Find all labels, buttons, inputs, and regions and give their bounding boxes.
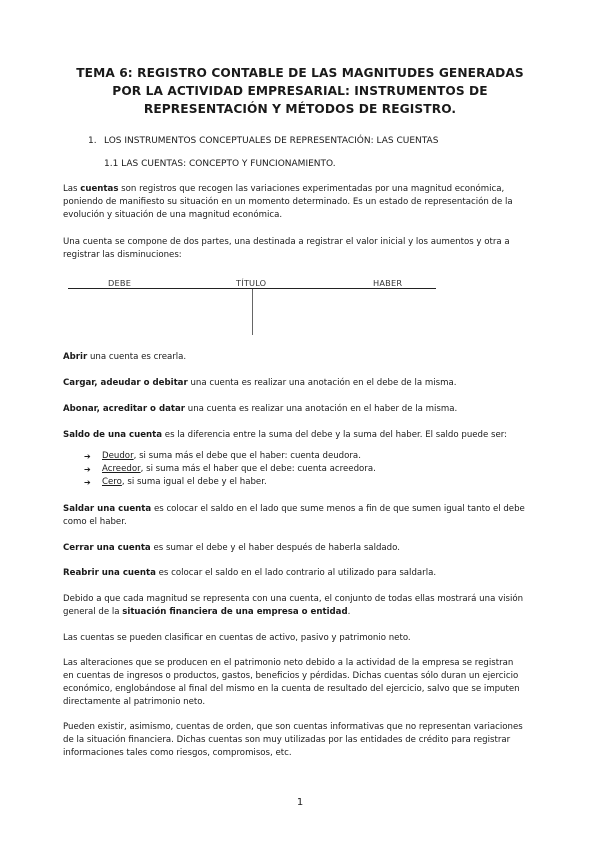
paragraph-reabrir	[63, 567, 543, 580]
text-run: , si suma más el debe que el haber: cuenta deudora.	[133, 451, 361, 461]
term-cero: Cero	[102, 477, 122, 487]
text-line: Debido a que cada magnitud se representa con una cuenta, el conjunto de todas ellas mostrará una visión	[63, 594, 524, 604]
term-saldar: Saldar una cuenta	[63, 504, 152, 514]
text-run: es colocar el saldo en el lado contrario al utilizado para saldarla.	[155, 568, 437, 578]
section-heading-1	[88, 136, 438, 146]
paragraph-alteraciones	[63, 657, 543, 709]
subsection-heading-1-1: 1.1 LAS CUENTAS: CONCEPTO Y FUNCIONAMIENTO.	[104, 159, 336, 169]
term-deudor: Deudor	[102, 451, 134, 461]
text-run: , si suma igual el debe y el haber.	[121, 477, 267, 487]
section-number: 1.	[88, 136, 97, 146]
text-line: Una cuenta se compone de dos partes, una destinada a registrar el valor inicial y los aumentos y otra a	[63, 237, 510, 247]
term-abonar: Abonar, acreditar o datar	[63, 404, 186, 414]
text-line: informaciones tales como riesgos, compromisos, etc.	[63, 748, 292, 758]
page-number: 1	[296, 797, 304, 808]
term-acreedor: Acreedor	[102, 464, 141, 474]
text-run: son registros que recogen las variaciones experimentadas por una magnitud económica,	[118, 184, 505, 194]
arrow-bullet-icon: ➔	[84, 465, 91, 474]
term-cargar: Cargar, adeudar o debitar	[63, 378, 188, 388]
t-account-haber: HABER	[373, 278, 403, 288]
text-run: una cuenta es realizar una anotación en el debe de la misma.	[187, 378, 457, 388]
term-abrir: Abrir	[63, 352, 88, 362]
text-run: Las	[63, 184, 81, 194]
term-reabrir: Reabrir una cuenta	[63, 568, 156, 578]
text-line: económico, englobándose al final del mismo en la cuenta de resultado del ejercicio, salvo que se imputen	[63, 684, 520, 694]
term-cuentas: cuentas	[80, 184, 119, 194]
title-line-1: TEMA 6: REGISTRO CONTABLE DE LAS MAGNITUDES GENERADAS	[76, 66, 524, 80]
text-line: de la situación financiera. Dichas cuentas son muy utilizadas por las entidades de crédito para registrar	[63, 735, 511, 745]
text-run: , si suma más el haber que el debe: cuenta acreedora.	[140, 464, 376, 474]
title-line-3: REPRESENTACIÓN Y MÉTODOS DE REGISTRO.	[143, 102, 457, 116]
paragraph-cerrar	[63, 542, 543, 555]
paragraph-debido	[63, 593, 543, 619]
text-line: en cuentas de ingresos o productos, gastos, beneficios y pérdidas. Dichas cuentas sólo duran un ejercicio	[63, 671, 519, 681]
text-line: Las alteraciones que se producen en el patrimonio neto debido a la actividad de la empresa se registran	[63, 658, 514, 668]
text-line: Las cuentas se pueden clasificar en cuentas de activo, pasivo y patrimonio neto.	[63, 633, 411, 643]
text-run: .	[347, 607, 351, 617]
arrow-bullet-icon: ➔	[84, 478, 91, 487]
term-situacion-financiera: situación financiera de una empresa o entidad	[122, 607, 348, 617]
paragraph-abrir	[63, 351, 543, 364]
paragraph-cargar	[63, 377, 543, 390]
title-line-2: POR LA ACTIVIDAD EMPRESARIAL: INSTRUMENTOS DE	[112, 84, 488, 98]
t-account-vertical-line	[252, 289, 253, 335]
document-title	[60, 64, 540, 118]
t-account-titulo: TÍTULO	[236, 278, 267, 288]
text-run: es la diferencia entre la suma del debe y la suma del haber. El saldo puede ser:	[162, 430, 508, 440]
paragraph-saldar	[63, 503, 543, 529]
term-saldo: Saldo de una cuenta	[63, 430, 163, 440]
t-account-debe: DEBE	[108, 278, 132, 288]
paragraph-compone	[63, 236, 543, 262]
text-line: directamente al patrimonio neto.	[63, 697, 206, 707]
paragraph-abonar	[63, 403, 543, 416]
text-line: evolución y situación de una magnitud económica.	[63, 210, 283, 220]
text-line: registrar las disminuciones:	[63, 250, 182, 260]
section-heading-text: LOS INSTRUMENTOS CONCEPTUALES DE REPRESENTACIÓN: LAS CUENTAS	[104, 136, 439, 146]
text-run: es colocar el saldo en el lado que sume menos a fin de que sumen igual tanto el debe	[151, 504, 525, 514]
text-line: poniendo de manifiesto su situación en un momento determinado. Es un estado de representación de la	[63, 197, 513, 207]
term-cerrar: Cerrar una cuenta	[63, 543, 151, 553]
text-line: Pueden existir, asimismo, cuentas de orden, que son cuentas informativas que no representan variaciones	[63, 722, 523, 732]
paragraph-orden	[63, 721, 543, 760]
paragraph-saldo	[63, 429, 543, 442]
text-run: general de la	[63, 607, 123, 617]
arrow-bullet-icon: ➔	[84, 452, 91, 461]
text-line: como el haber.	[63, 517, 127, 527]
paragraph-cuentas	[63, 183, 543, 222]
text-run: una cuenta es realizar una anotación en el haber de la misma.	[185, 404, 458, 414]
text-run: es sumar el debe y el haber después de haberla saldado.	[150, 543, 400, 553]
paragraph-clasificar	[63, 632, 543, 645]
text-run: una cuenta es crearla.	[87, 352, 187, 362]
